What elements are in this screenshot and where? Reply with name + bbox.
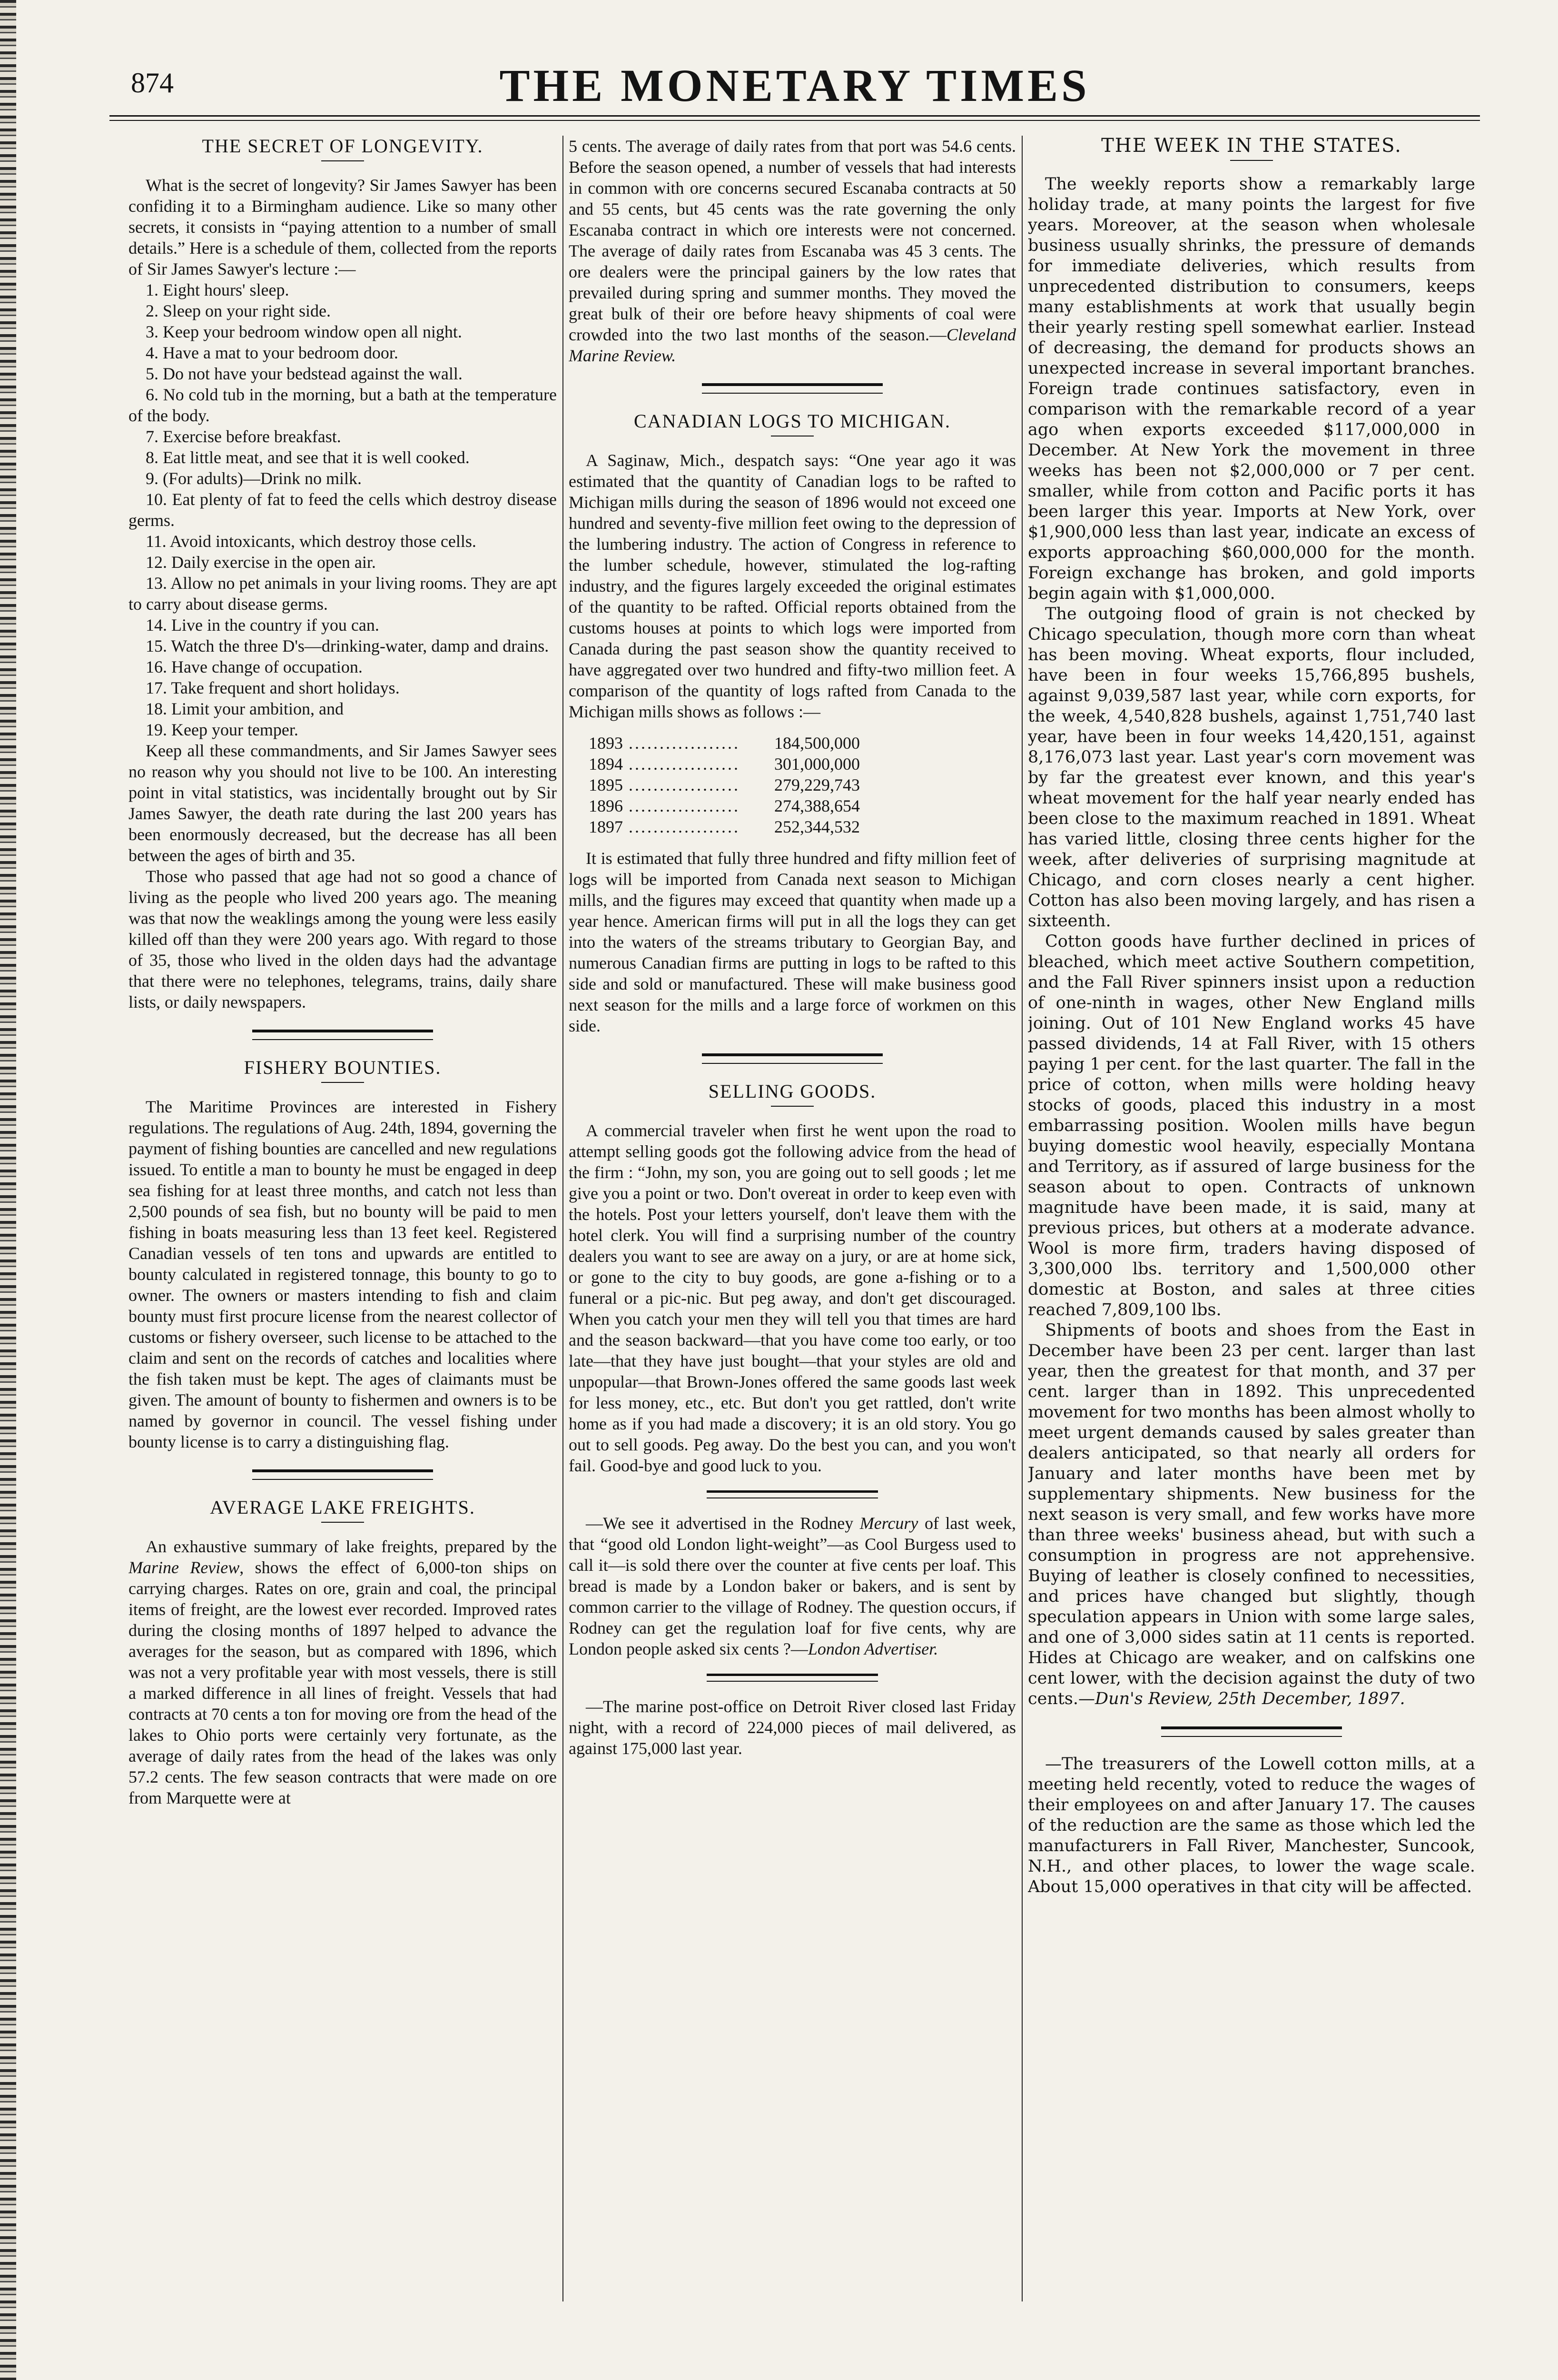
masthead-title: THE MONETARY TIMES — [499, 60, 1090, 111]
article-credit: London Advertiser. — [808, 1639, 938, 1658]
list-item: 4. Have a mat to your bedroom door. — [146, 343, 398, 362]
list-item: 19. Keep your temper. — [146, 720, 298, 739]
logs-table — [586, 733, 863, 837]
list-item: 16. Have change of occupation. — [146, 657, 363, 676]
article-selling — [569, 1081, 1016, 1476]
article-paragraph: Cotton goods have further declined in prices of bleached, which meet active Southern competition, and the Fall River spinners insist upon a reduction of one-ninth in wages, other New England mills joining. Out of 101 New England works 45 have passed dividends, 14 at Fall River, with 15 others paying 1 per cent. for the last quarter. The fall in the price of cotton, when mills were holding heavy stocks of goods, placed this industry in a most embarrassing position. Woolen mills have begun buying domestic wool heavily, especially Montana and Territory, as if assured of large business for the season about to open. Contracts of unknown magnitude have been made, it is said, many at previous prices, but others at a moderate advance. Wool is more firm, traders having disposed of 3,300,000 lbs. territory and 1,500,000 other domestic at Boston, and sales at three cities reached 7,809,100 lbs. — [1028, 932, 1475, 1319]
table-cell-year: 1893 — [589, 734, 623, 753]
table-cell-amount: 252,344,532 — [774, 817, 860, 836]
list-item: 18. Limit your ambition, and — [146, 699, 344, 718]
table-cell-amount: 274,388,654 — [774, 796, 860, 815]
table-cell-leader: .................. — [629, 754, 740, 774]
list-item: 10. Eat plenty of fat to feed the cells which destroy disease germs. — [128, 490, 557, 530]
article-title: THE SECRET OF LONGEVITY. — [202, 136, 483, 157]
column-divider-1 — [562, 136, 563, 2301]
article-title: FISHERY BOUNTIES. — [244, 1057, 442, 1078]
section-separator — [707, 1490, 878, 1498]
list-item: 9. (For adults)—Drink no milk. — [146, 469, 362, 488]
table-cell-amount: 184,500,000 — [774, 734, 860, 753]
article-paragraph: What is the secret of longevity? Sir James Sawyer has been confiding it to a Birmingham audience. Like so many other secrets, it consists in “paying attention to a number of small details.” Here is a schedule of them, collected from the reports of Sir James Sawyer's lecture :— — [128, 176, 557, 278]
title-dash — [771, 1106, 814, 1107]
table-cell-leader: .................. — [629, 734, 740, 753]
article-title: THE WEEK IN THE STATES. — [1101, 136, 1402, 157]
column-divider-2 — [1022, 136, 1023, 2301]
list-item: 7. Exercise before breakfast. — [146, 427, 341, 446]
news-brief-postoffice: —The marine post-office on Detroit River closed last Friday night, with a record of 224,000 pieces of mail delivered, as against 175,000 last year. — [569, 1697, 1016, 1758]
list-item: 3. Keep your bedroom window open all night. — [146, 322, 462, 341]
text-run: of last week, that “good old London light-weight”—as Cool Burgess used to call it—is sold there over the counter at five cents per loaf. This bread is made by a London baker or bakers, and is sent by common carrier to the village of Rodney. The question occurs, if Rodney can get the regulation loaf for five cents, why are London people asked six cents ?— — [569, 1514, 1016, 1658]
article-credit: Dun's Review, 25th December, 1897. — [1095, 1689, 1405, 1708]
list-item: 13. Allow no pet animals in your living rooms. They are apt to carry about disease germs. — [128, 574, 557, 614]
header-rule-secondary — [109, 120, 1480, 121]
source-name: Marine Review — [128, 1558, 240, 1577]
article-title: CANADIAN LOGS TO MICHIGAN. — [633, 410, 951, 432]
section-separator — [252, 1469, 433, 1480]
table-cell-year: 1894 — [589, 754, 623, 774]
article-longevity — [128, 136, 557, 1012]
page-header — [109, 57, 1480, 133]
table-row — [586, 774, 863, 795]
table-cell-year: 1896 — [589, 796, 623, 815]
table-row — [586, 733, 863, 754]
article-paragraph: A commercial traveler when first he went upon the road to attempt selling goods got the following advice from the head of the firm : “John, my son, you are going out to sell goods ; let me give you a point or two. Don't overeat in order to keep even with the hotels. Post your letters yourself, don't leave them with the hotel clerk. You will find a surprising number of the country dealers you want to see are away on a jury, or are at home sick, or gone to the city to buy goods, are gone a-fishing or to a funeral or a pic-nic. But peg away, and don't get discouraged. When you catch your men they will tell you that times are hard and the season backward—that you have come too early, or too late—that they have just bought—that your styles are old and unpopular—that Brown-Jones offered the same goods last week for less money, etc., etc. But don't you get rattled, don't write home as if you had made a discovery; it is an old story. You go out to sell goods. Peg away. Do the best you can, and you won't fail. Good-bye and good luck to you. — [569, 1121, 1016, 1475]
text-run: Shipments of boots and shoes from the East in December have been 23 per cent. larger than last year, then the greatest for that month, and 37 per cent. larger than in 1892. This unprecedented movement for two months has been almost wholly to meet urgent demands caused by sales greater than dealers anticipated, so that nearly all orders for January and later months have been met by supplementary shipments. New business for the next season is very small, and few works have more than three weeks' business ahead, but with such a consumption in progress are not apprehensive. Buying of leather is closely confined to necessities, and prices have changed but slightly, though speculation appears in Union with some large sales, and one of 3,000 sides satin at 11 cents is reported. Hides at Chicago are weaker, and on calfskins one cent lower, with the decision against the duty of two cents.— — [1028, 1321, 1475, 1708]
column-3 — [1028, 136, 1475, 2316]
header-rule — [109, 115, 1480, 117]
longevity-rules-list — [128, 279, 557, 740]
article-paragraph: A Saginaw, Mich., despatch says: “One year ago it was estimated that the quantity of Canadian logs to be rafted to Michigan mills during the season of 1896 would not exceed one hundred and seventy-five million feet owing to the depression of the lumbering industry. The action of Congress in reference to the lumber schedule, however, stimulated the log-rafting industry, and the figures largely exceeded the original estimates of the quantity to be rafted. Official reports obtained from the customs houses at points to which logs were imported from Canada during the past season show the quantity received to have aggregated over two hundred and fifty-two million feet. A comparison of the quantity of logs rafted from Canada to the Michigan mills shows as follows :— — [569, 451, 1016, 721]
column-2 — [569, 136, 1016, 2316]
list-item: 2. Sleep on your right side. — [146, 301, 331, 320]
text-run: 5 cents. The average of daily rates from that port was 54.6 cents. Before the season opened, a number of vessels that had interests in common with ore concerns secured Escanaba contracts at 50 and 55 cents, but 45 cents was the rate governing the only Escanaba contract in which ore interests were not concerned. The average of daily rates from Escanaba was 45 3 cents. The ore dealers were the principal gainers by the low rates that prevailed during spring and summer months. They moved the great bulk of their ore before heavy shipments of coal were crowded into the two last months of the season.— — [569, 137, 1016, 344]
article-paragraph: The outgoing flood of grain is not checked by Chicago speculation, though more corn than wheat has been moving. Wheat exports, flour included, have been in four weeks 15,766,895 bushels, against 9,039,587 last year, while corn exports, for the week, 4,540,828 bushels, against 1,751,740 last year, have been in four weeks 14,420,151, against 8,176,073 last year. Last year's corn movement was by far the greatest ever known, and this year's wheat movement for the half year nearly ended has been close to the maximum reached in 1891. Wheat has varied little, closing three cents higher for the week, after deliveries of surprising magnitude at Chicago, and corn closes nearly a cent higher. Cotton has also been moving largely, and has risen a sixteenth. — [1028, 605, 1475, 931]
table-row — [586, 816, 863, 837]
article-paragraph: It is estimated that fully three hundred and fifty million feet of logs will be imported from Canada next season to Michigan mills, and the figures may exceed that quantity when made up a year hence. American firms will put in all the logs they can get into the waters of the streams tributary to Georgian Bay, and numerous Canadian firms are putting in logs to be rafted to this side and sold or manufactured. These will make business good next season for the mills and a large force of workmen on this side. — [569, 849, 1016, 1035]
column-1 — [128, 136, 557, 2316]
article-fishery — [128, 1057, 557, 1452]
section-separator — [252, 1030, 433, 1040]
table-cell-leader: .................. — [629, 817, 740, 836]
article-freights — [128, 1497, 557, 1808]
article-paragraph — [1028, 1320, 1475, 1709]
text-run: , shows the effect of 6,000-ton ships on carrying charges. Rates on ore, grain and coal, the principal items of freight, are the lowest ever recorded. Improved rates during the closing months of 1897 helped to advance the averages for the season, but as compared with 1896, which was not a very profitable year with most vessels, there is still a marked difference in all lines of freight. Vessels that had contracts at 70 cents a ton for moving ore from the head of the lakes to Ohio ports were certainly very fortunate, as the average of daily rates from the head of the lakes was only 57.2 cents. The few season contracts that were made on ore from Marquette were at — [128, 1558, 557, 1807]
table-row — [586, 754, 863, 774]
binding-edge — [0, 0, 16, 2380]
section-separator — [702, 1053, 883, 1064]
article-credit: Cleveland Marine Review. — [569, 325, 1016, 365]
title-dash — [321, 1082, 364, 1083]
title-dash — [321, 1522, 364, 1523]
title-dash — [1230, 160, 1273, 161]
article-week-in-states — [1028, 136, 1475, 1709]
table-cell-leader: .................. — [629, 775, 740, 794]
article-continuation — [569, 136, 1016, 366]
table-cell-leader: .................. — [629, 796, 740, 815]
table-cell-amount: 279,229,743 — [774, 775, 860, 794]
article-paragraph: Those who passed that age had not so good a chance of living as the people who lived 200 years ago. The meaning was that now the weaklings among the young were less easily killed off than they were 200 years ago. With regard to those of 35, those who lived in the olden days had the advantage that there were no telephones, telegrams, trains, daily share lists, or daily newspapers. — [128, 867, 557, 1012]
list-item: 6. No cold tub in the morning, but a bath at the temperature of the body. — [128, 385, 557, 425]
news-brief-bread — [569, 1513, 1016, 1659]
article-logs — [569, 411, 1016, 1036]
table-row — [586, 795, 863, 816]
newspaper-name: Mercury — [859, 1514, 918, 1533]
text-run: An exhaustive summary of lake freights, prepared by the — [146, 1537, 557, 1556]
title-dash — [321, 160, 364, 161]
section-separator — [707, 1674, 878, 1682]
table-cell-year: 1897 — [589, 817, 623, 836]
list-item: 8. Eat little meat, and see that it is well cooked. — [146, 448, 470, 467]
list-item: 5. Do not have your bedstead against the wall. — [146, 364, 463, 383]
list-item: 17. Take frequent and short holidays. — [146, 678, 400, 697]
article-paragraph: The Maritime Provinces are interested in Fishery regulations. The regulations of Aug. 24th, 1894, governing the payment of fishing bounties are cancelled and new regulations issued. To entitle a man to bounty he must be engaged in deep sea fishing for at least three months, and catch not less than 2,500 pounds of sea fish, but no bounty will be paid to men fishing in boats measuring less than 13 feet keel. Registered Canadian vessels of ten tons and upwards are entitled to bounty calculated in registered tonnage, this bounty to go to owner. The owners or masters intending to fish and claim bounty must first procure license from the nearest collector of customs or fishery overseer, such license to be attached to the claim and sent on the records of catches and localities where the fish taken must be kept. The ages of claimants must be given. The amount of bounty to fishermen and owners is to be named by governor in council. The vessel fishing under bounty license is to carry a distinguishing flag. — [128, 1097, 557, 1451]
article-paragraph: Keep all these commandments, and Sir James Sawyer sees no reason why you should not live to be 100. An interesting point in vital statistics, was incidentally brought out by Sir James Sawyer, the death rate during the last 200 years has been enormously decreased, but the decrease has all been between the ages of birth and 35. — [128, 741, 557, 865]
list-item: 14. Live in the country if you can. — [146, 615, 379, 635]
table-cell-year: 1895 — [589, 775, 623, 794]
article-paragraph: The weekly reports show a remarkably large holiday trade, at many points the largest for five years. Moreover, at the season when wholesale business usually shrinks, the pressure of demands for immediate deliveries, which results from unprecedented distribution to consumers, keeps many establishments at work that usually begin their yearly resting spell somewhat earlier. Instead of decreasing, the demand for products shows an unexpected increase in several important branches. Foreign trade continues satisfactory, even in comparison with the remarkable record of a year ago when exports exceeded $117,000,000 in December. At New York the movement in three weeks has been not $2,000,000 or 7 per cent. smaller, while from cotton and Pacific ports it has been larger this year. Imports at New York, over $1,900,000 less than last year, indicate an excess of exports approaching $60,000,000 for the month. Foreign exchange has broken, and gold imports begin again with $1,000,000. — [1028, 175, 1475, 603]
article-paragraph — [128, 1536, 557, 1808]
news-brief-lowell: —The treasurers of the Lowell cotton mills, at a meeting held recently, voted to reduce the wages of their employees on and after January 17. The causes of the reduction are the same as those which led the manufacturers in Fall River, Manchester, Suncook, N.H., and other places, to lower the wage scale. About 15,000 operatives in that city will be affected. — [1028, 1755, 1475, 1896]
section-separator — [702, 383, 883, 394]
table-cell-amount: 301,000,000 — [774, 754, 860, 774]
article-title: SELLING GOODS. — [708, 1081, 877, 1102]
article-title: AVERAGE LAKE FREIGHTS. — [210, 1497, 475, 1518]
list-item: 1. Eight hours' sleep. — [146, 280, 289, 299]
page-number: 874 — [131, 67, 174, 99]
list-item: 15. Watch the three D's—drinking-water, damp and drains. — [146, 636, 549, 655]
text-run: —We see it advertised in the Rodney — [586, 1514, 860, 1533]
section-separator — [1161, 1726, 1342, 1737]
list-item: 11. Avoid intoxicants, which destroy those cells. — [146, 532, 476, 551]
list-item: 12. Daily exercise in the open air. — [146, 553, 376, 572]
